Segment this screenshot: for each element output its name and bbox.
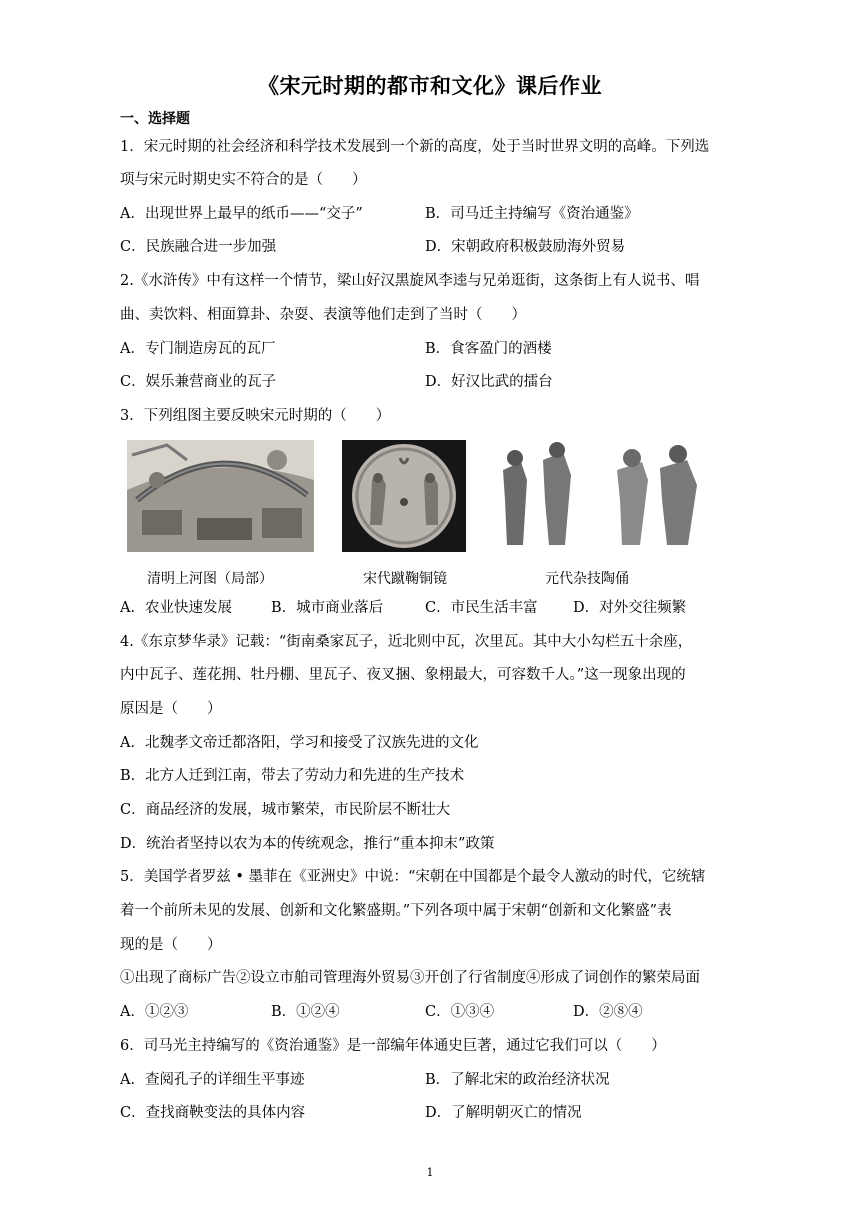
acrobat-figurines-right-image [612, 440, 704, 552]
q1-option-d: D．宋朝政府积极鼓励海外贸易 [425, 239, 626, 255]
q2-option-c: C．娱乐兼营商业的瓦子 [120, 374, 277, 390]
q4-option-d: D．统治者坚持以农为本的传统观念，推行“重本抑末”政策 [120, 836, 495, 852]
q3-option-a: A．农业快速发展 [120, 600, 232, 616]
question-4-line1: 4.《东京梦华录》记载：“街南桑家瓦子，近北则中瓦，次里瓦。其中大小勾栏五十余座， [120, 634, 693, 650]
question-4-line2: 内中瓦子、莲花拥、牡丹棚、里瓦子、夜叉捆、象栩最大，可容数千人。”这一现象出现的 [120, 667, 686, 683]
q6-option-d: D．了解明朝灭亡的情况 [425, 1105, 582, 1121]
figure-caption-1: 清明上河图（局部） [147, 571, 273, 587]
page-number: 1 [426, 1166, 434, 1179]
q5-option-d: D．②⑧④ [573, 1004, 643, 1020]
question-4-line3: 原因是（ ） [120, 701, 222, 717]
question-5-line2: 着一个前所未见的发展、创新和文化繁盛期。”下列各项中属于宋朝“创新和文化繁盛”表 [120, 903, 672, 919]
question-1-line1: 1．宋元时期的社会经济和科学技术发展到一个新的高度，处于当时世界文明的高峰。下列选 [120, 139, 710, 155]
q2-option-b: B．食客盈门的酒楼 [425, 341, 552, 357]
q4-option-c: C．商品经济的发展，城市繁荣，市民阶层不断壮大 [120, 802, 451, 818]
question-3-line1: 3．下列组图主要反映宋元时期的（ ） [120, 408, 391, 424]
q3-option-c: C．市民生活丰富 [425, 600, 538, 616]
question-6-line1: 6．司马光主持编写的《资治通鉴》是一部编年体通史巨著，通过它我们可以（ ） [120, 1038, 666, 1054]
q6-option-a: A．查阅孔子的详细生平事迹 [120, 1072, 305, 1088]
question-2-line2: 曲、卖饮料、相面算卦、杂耍、表演等他们走到了当时（ ） [120, 307, 526, 323]
q1-option-a: A．出现世界上最早的纸币——“交子” [120, 206, 363, 222]
q1-option-b: B．司马迁主持编写《资治通鉴》 [425, 206, 639, 222]
page-title: 《宋元时期的都市和文化》课后作业 [258, 74, 602, 98]
q3-option-d: D．对外交往频繁 [573, 600, 687, 616]
question-1-line2: 项与宋元时期史实不符合的是（ ） [120, 172, 367, 188]
acrobat-figurines-left-image [493, 440, 583, 552]
question-2-line1: 2.《水浒传》中有这样一个情节，梁山好汉黑旋风李逵与兄弟逛街，这条街上有人说书、唱 [120, 273, 700, 289]
qingming-scroll-image [127, 440, 314, 552]
figure-caption-2: 宋代蹴鞠铜镜 [363, 571, 447, 587]
section-heading: 一、选择题 [120, 111, 190, 127]
q4-option-a: A．北魏孝文帝迁都洛阳，学习和接受了汉族先进的文化 [120, 735, 479, 751]
question-5-line4: ①出现了商标广告②设立市舶司管理海外贸易③开创了行省制度④形成了词创作的繁荣局面 [120, 970, 700, 986]
q2-option-d: D．好汉比武的擂台 [425, 374, 553, 390]
q5-option-b: B．①②④ [271, 1004, 340, 1020]
q3-option-b: B．城市商业落后 [271, 600, 384, 616]
q1-option-c: C．民族融合进一步加强 [120, 239, 277, 255]
q4-option-b: B．北方人迁到江南，带去了劳动力和先进的生产技术 [120, 768, 465, 784]
bronze-mirror-image [342, 440, 466, 552]
q6-option-b: B．了解北宋的政治经济状况 [425, 1072, 610, 1088]
q2-option-a: A．专门制造房瓦的瓦厂 [120, 341, 276, 357]
figure-caption-3: 元代杂技陶俑 [545, 571, 629, 587]
q5-option-a: A．①②③ [120, 1004, 189, 1020]
question-5-line3: 现的是（ ） [120, 937, 222, 953]
question-5-line1: 5．美国学者罗兹 • 墨菲在《亚洲史》中说：“宋朝在中国都是个最令人激动的时代，它统辖 [120, 869, 706, 885]
q6-option-c: C．查找商鞅变法的具体内容 [120, 1105, 306, 1121]
q5-option-c: C．①③④ [425, 1004, 495, 1020]
